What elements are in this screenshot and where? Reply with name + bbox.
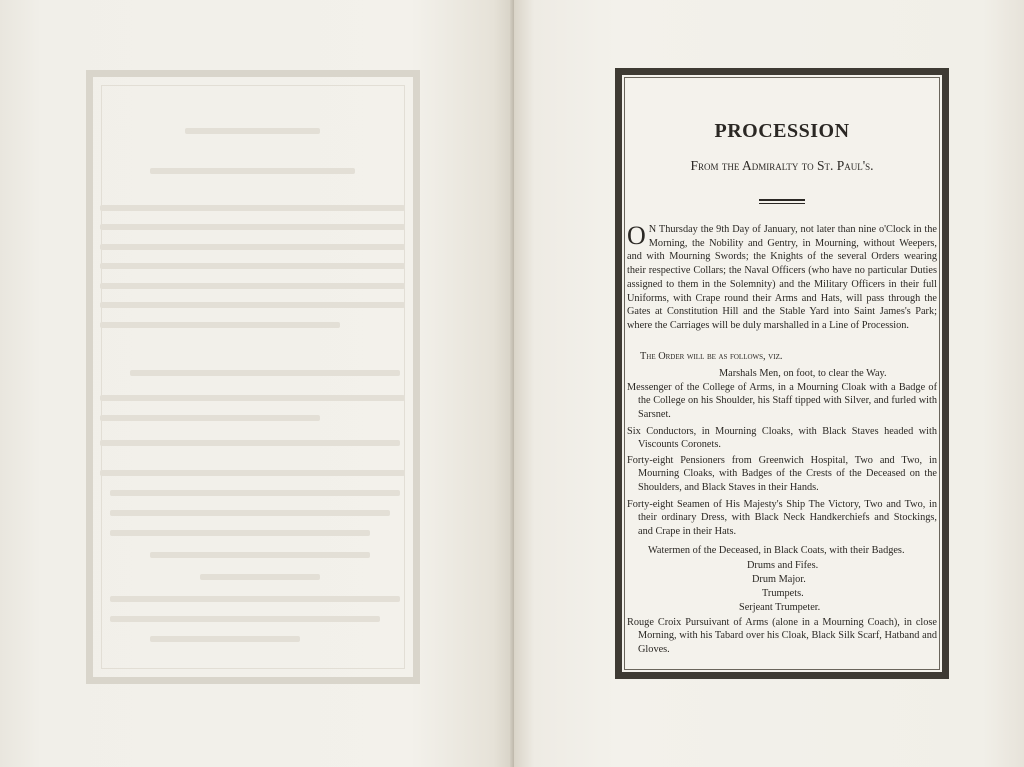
procession-item: Drums and Fifes. — [747, 560, 819, 571]
procession-item: Six Conductors, in Mourning Cloaks, with Black Staves headed with Viscounts Coronets. — [627, 426, 937, 451]
show-through-text — [130, 370, 400, 376]
show-through-text — [100, 205, 405, 211]
procession-item: Marshals Men, on foot, to clear the Way. — [719, 368, 887, 379]
show-through-text — [150, 168, 355, 174]
show-through-text — [110, 616, 380, 622]
show-through-text — [100, 415, 320, 421]
intro-text: N Thursday the 9th Day of January, not later than nine o'Clock in the Morning, the Nobility and Gentry, in Mourning, without Weepers, and with Mourning Swords; the Knights of the several Orders wearing their respective Collars; the Naval Officers (who have no particular Duties assigned to them in the Solemnity) and the Military Officers in their full Uniforms, with Crape round their Arms and Hats, will pass through the Gates at Constitution Hill and the Stable Yard into Saint James's Park; where the Carriages will be duly marshalled in a Line of Procession. — [627, 224, 937, 331]
show-through-text — [200, 574, 320, 580]
procession-item: Forty-eight Pensioners from Greenwich Hospital, Two and Two, in Mourning Cloaks, with Badges of the Crests of the Deceased on the Shoulders, and Black Staves in their Hands. — [627, 455, 937, 493]
order-intro: The Order will be as follows, viz. — [640, 351, 783, 362]
page-subtitle: From the Admiralty to St. Paul's. — [690, 158, 874, 173]
show-through-text — [110, 510, 390, 516]
show-through-text — [110, 530, 370, 536]
show-through-text — [150, 552, 370, 558]
show-through-text — [100, 302, 405, 308]
show-through-text — [100, 395, 405, 401]
show-through-text — [100, 470, 405, 476]
procession-item: Watermen of the Deceased, in Black Coats, with their Badges. — [648, 545, 905, 556]
show-through-text — [100, 244, 405, 250]
procession-item: Trumpets. — [762, 588, 804, 599]
show-through-text — [150, 636, 300, 642]
show-through-frame — [86, 70, 420, 684]
procession-item: Forty-eight Seamen of His Majesty's Ship The Victory, Two and Two, in their ordinary Dress, with Black Neck Handkerchiefs and Stockings, and Crape in their Hats. — [627, 499, 937, 537]
show-through-text — [185, 128, 320, 134]
procession-item: Messenger of the College of Arms, in a Mourning Cloak with a Badge of the College on his Shoulder, his Staff tipped with Silver, and furled with Sarsnet. — [627, 382, 937, 420]
title-rule — [759, 199, 805, 204]
show-through-text — [100, 283, 405, 289]
show-through-text — [110, 596, 400, 602]
procession-item: Drum Major. — [752, 574, 806, 585]
show-through-text — [100, 322, 340, 328]
drop-cap: O — [627, 221, 646, 250]
intro-paragraph — [627, 223, 937, 333]
procession-item: Serjeant Trumpeter. — [739, 602, 821, 613]
show-through-text — [100, 440, 400, 446]
show-through-text — [100, 263, 405, 269]
page-title: PROCESSION — [714, 120, 850, 142]
procession-item: Rouge Croix Pursuivant of Arms (alone in a Mourning Coach), in close Morning, with his Tabard over his Cloak, Black Silk Scarf, Hatband and Gloves. — [627, 617, 937, 655]
show-through-text — [100, 224, 405, 230]
show-through-text — [110, 490, 400, 496]
